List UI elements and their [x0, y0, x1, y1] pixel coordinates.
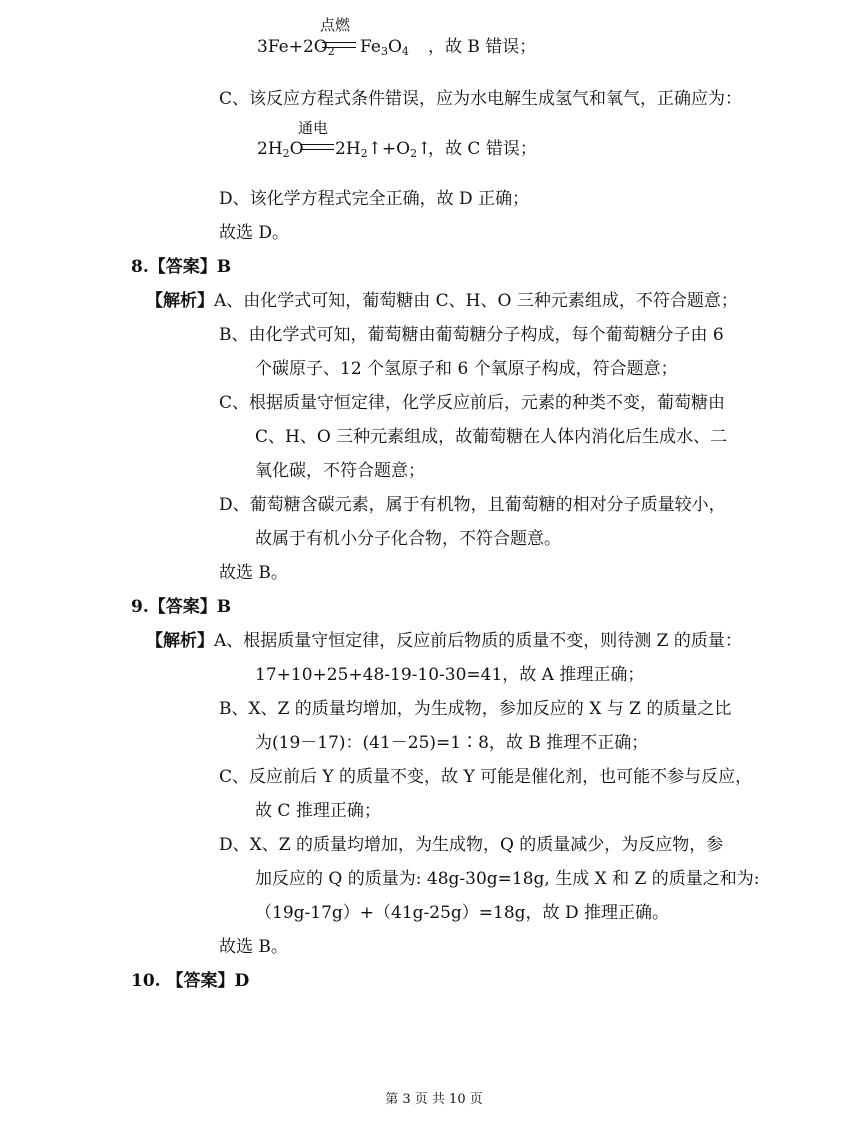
- q8-answer: 8.【答案】B: [131, 257, 232, 277]
- q8-option-c-line2: C、H、O 三种元素组成，故葡萄糖在人体内消化后生成水、二: [255, 427, 728, 447]
- q8-option-c-line3: 氧化碳，不符合题意；: [255, 461, 425, 481]
- q9-option-d-line3: （19g-17g）+（41g-25g）=18g，故 D 推理正确。: [255, 903, 669, 923]
- q9-option-b-line1: B、X、Z 的质量均增加，为生成物，参加反应的 X 与 Z 的质量之比: [219, 699, 732, 719]
- q8-option-b-line1: B、由化学式可知，葡萄糖由葡萄糖分子构成，每个葡萄糖分子由 6: [219, 325, 724, 345]
- q7-option-d: D、该化学方程式完全正确，故 D 正确；: [219, 189, 530, 209]
- page-footer: 第 3 页 共 10 页: [385, 1092, 483, 1107]
- q9-analysis: [146, 630, 742, 652]
- q9-option-a-line1: A、根据质量守恒定律，反应前后物质的质量不变，则待测 Z 的质量：: [214, 631, 742, 651]
- q9-option-b-line2: 为(19－17)：(41－25)=1∶8，故 B 推理不正确；: [255, 733, 649, 753]
- q8-option-d-line2: 故属于有机小分子化合物，不符合题意。: [255, 529, 561, 549]
- q9-option-c-line2: 故 C 推理正确；: [255, 801, 381, 821]
- q7-option-c: C、该反应方程式条件错误，应为水电解生成氢气和氧气，正确应为：: [219, 89, 743, 109]
- equation-equals-bar: [322, 42, 356, 48]
- q9-option-d-line2: 加反应的 Q 的质量为: 48g-30g=18g, 生成 X 和 Z 的质量之和为:: [255, 869, 760, 889]
- q9-option-d-line1: D、X、Z 的质量均增加，为生成物，Q 的质量减少，为反应物，参: [219, 835, 724, 855]
- q8-option-a: A、由化学式可知，葡萄糖由 C、H、O 三种元素组成，不符合题意；: [214, 291, 738, 311]
- equation-condition: 点燃: [320, 16, 351, 34]
- q9-option-a-line2: 17+10+25+48-19-10-30=41，故 A 推理正确；: [255, 665, 645, 685]
- q9-option-c-line1: C、反应前后 Y 的质量不变，故 Y 可能是催化剂，也可能不参与反应，: [219, 767, 753, 787]
- equation-rhs: $Fe_3O_4$: [360, 37, 409, 58]
- equation-condition: 通电: [298, 119, 329, 137]
- equation-tail: ，故 B 错误；: [428, 37, 537, 57]
- equation-lhs: $2H_2O$: [257, 139, 304, 160]
- q8-option-c-line1: C、根据质量守恒定律，化学反应前后，元素的种类不变，葡萄糖由: [219, 393, 726, 413]
- q10-answer: 10. 【答案】D: [131, 971, 250, 991]
- q9-answer: 9.【答案】B: [131, 597, 232, 617]
- q7-choose: 故选 D。: [219, 223, 290, 243]
- analysis-label: 【解析】: [146, 631, 214, 651]
- analysis-label: 【解析】: [146, 291, 214, 311]
- equation-equals-bar: [300, 144, 334, 150]
- q9-choose: 故选 B。: [219, 937, 288, 957]
- q8-analysis: [146, 290, 738, 312]
- q8-option-b-line2: 个碳原子、12 个氢原子和 6 个氧原子构成，符合题意；: [255, 359, 678, 379]
- equation-tail: ，故 C 错误；: [428, 139, 537, 159]
- equation-lhs: $3Fe+2O_2$: [257, 37, 335, 58]
- q8-option-d-line1: D、葡萄糖含碳元素，属于有机物，且葡萄糖的相对分子质量较小，: [219, 495, 726, 515]
- equation-rhs: $2H_2↑+O_2↑$: [335, 139, 432, 160]
- q8-choose: 故选 B。: [219, 563, 288, 583]
